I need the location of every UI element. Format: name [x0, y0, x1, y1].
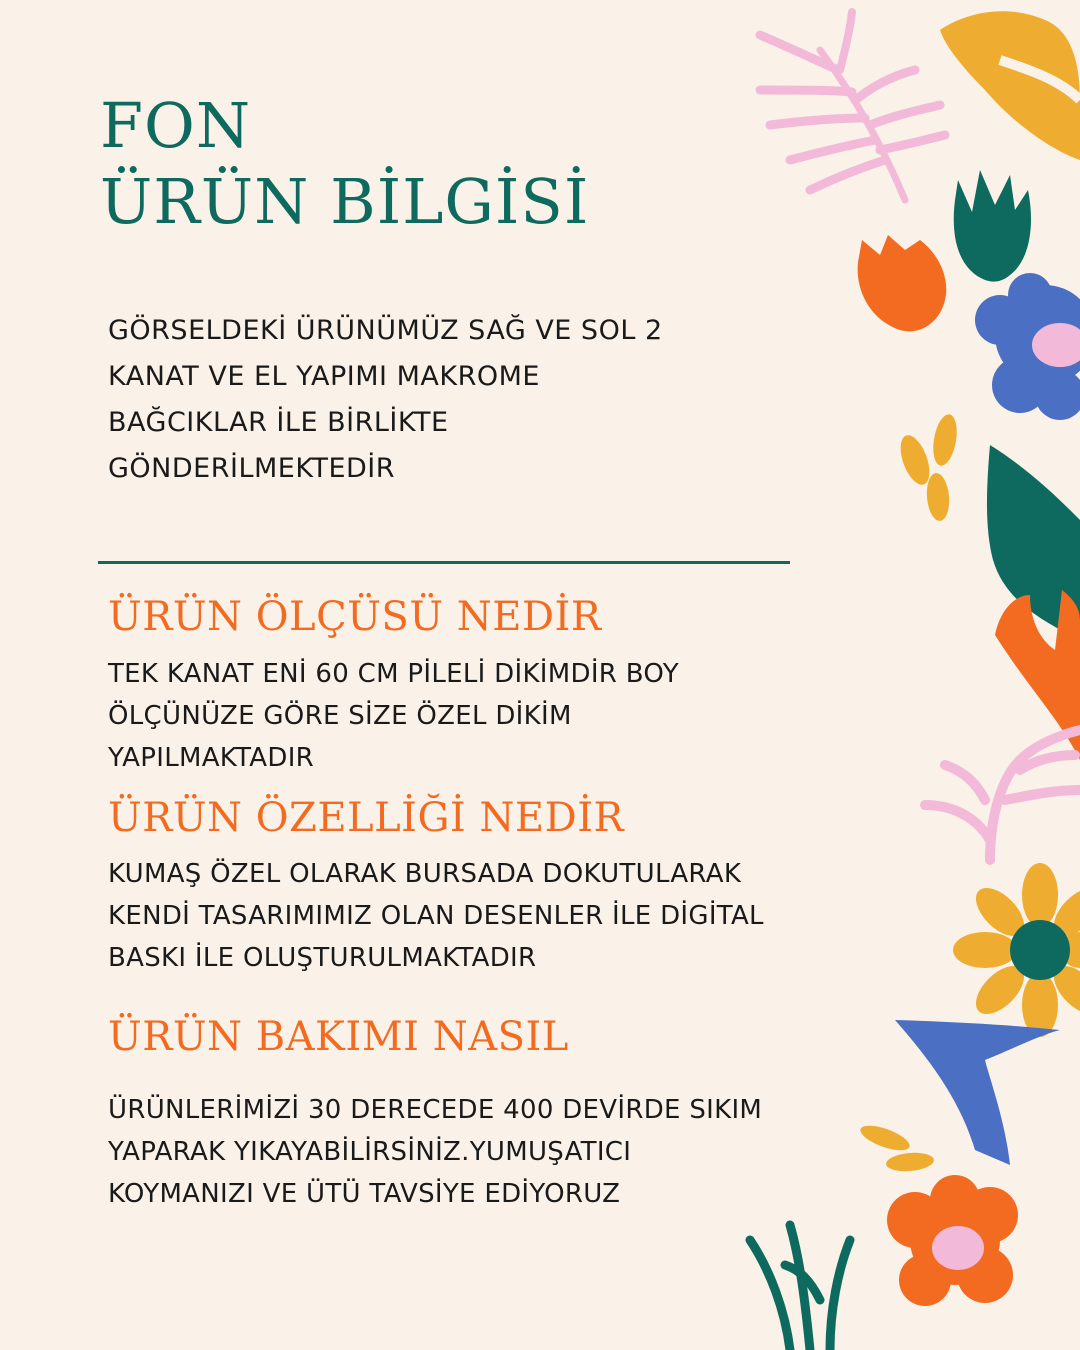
intro-line: BAĞCIKLAR İLE BİRLİKTE — [108, 407, 449, 438]
size-line: TEK KANAT ENİ 60 CM PİLELİ DİKİMDİR BOY — [108, 659, 679, 689]
intro-line: KANAT VE EL YAPIMI MAKROME — [108, 361, 540, 392]
pink-coral-icon — [925, 730, 1080, 860]
size-section-title: ÜRÜN ÖLÇÜSÜ NEDİR — [108, 594, 602, 640]
size-line: ÖLÇÜNÜZE GÖRE SİZE ÖZEL DİKİM — [108, 701, 572, 731]
orange-tulip-icon — [858, 235, 947, 331]
pink-fern-icon — [760, 12, 945, 200]
title-line-1: FON — [100, 89, 252, 162]
feature-line: BASKI İLE OLUŞTURULMAKTADIR — [108, 943, 537, 973]
care-line: KOYMANIZI VE ÜTÜ TAVSİYE EDİYORUZ — [108, 1179, 621, 1209]
yellow-leaf-icon — [940, 11, 1080, 160]
care-section-title: ÜRÜN BAKIMI NASIL — [108, 1014, 569, 1060]
size-line: YAPILMAKTADIR — [108, 743, 315, 773]
yellow-petals-icon — [895, 412, 961, 521]
intro-line: GÖNDERİLMEKTEDİR — [108, 453, 396, 484]
care-line: ÜRÜNLERİMİZİ 30 DERECEDE 400 DEVİRDE SIKIM — [108, 1095, 763, 1125]
blue-leaf-icon — [895, 1020, 1060, 1165]
feature-line: KUMAŞ ÖZEL OLARAK BURSADA DOKUTULARAK — [108, 859, 742, 889]
yellow-daisy-icon — [953, 863, 1080, 1037]
orange-flower-icon — [887, 1175, 1018, 1306]
green-tulip-icon — [954, 170, 1031, 282]
feature-section-title: ÜRÜN ÖZELLİĞİ NEDİR — [108, 795, 625, 841]
green-grass-icon — [750, 1225, 850, 1350]
intro-line: GÖRSELDEKİ ÜRÜNÜMÜZ SAĞ VE SOL 2 — [108, 315, 663, 346]
title-line-2: ÜRÜN BİLGİSİ — [100, 165, 590, 238]
yellow-petals-icon — [857, 1121, 934, 1173]
blue-flower-icon — [975, 273, 1080, 420]
care-line: YAPARAK YIKAYABİLİRSİNİZ.YUMUŞATICI — [108, 1137, 632, 1167]
feature-line: KENDİ TASARIMIMIZ OLAN DESENLER İLE DİGİTAL — [108, 901, 764, 931]
